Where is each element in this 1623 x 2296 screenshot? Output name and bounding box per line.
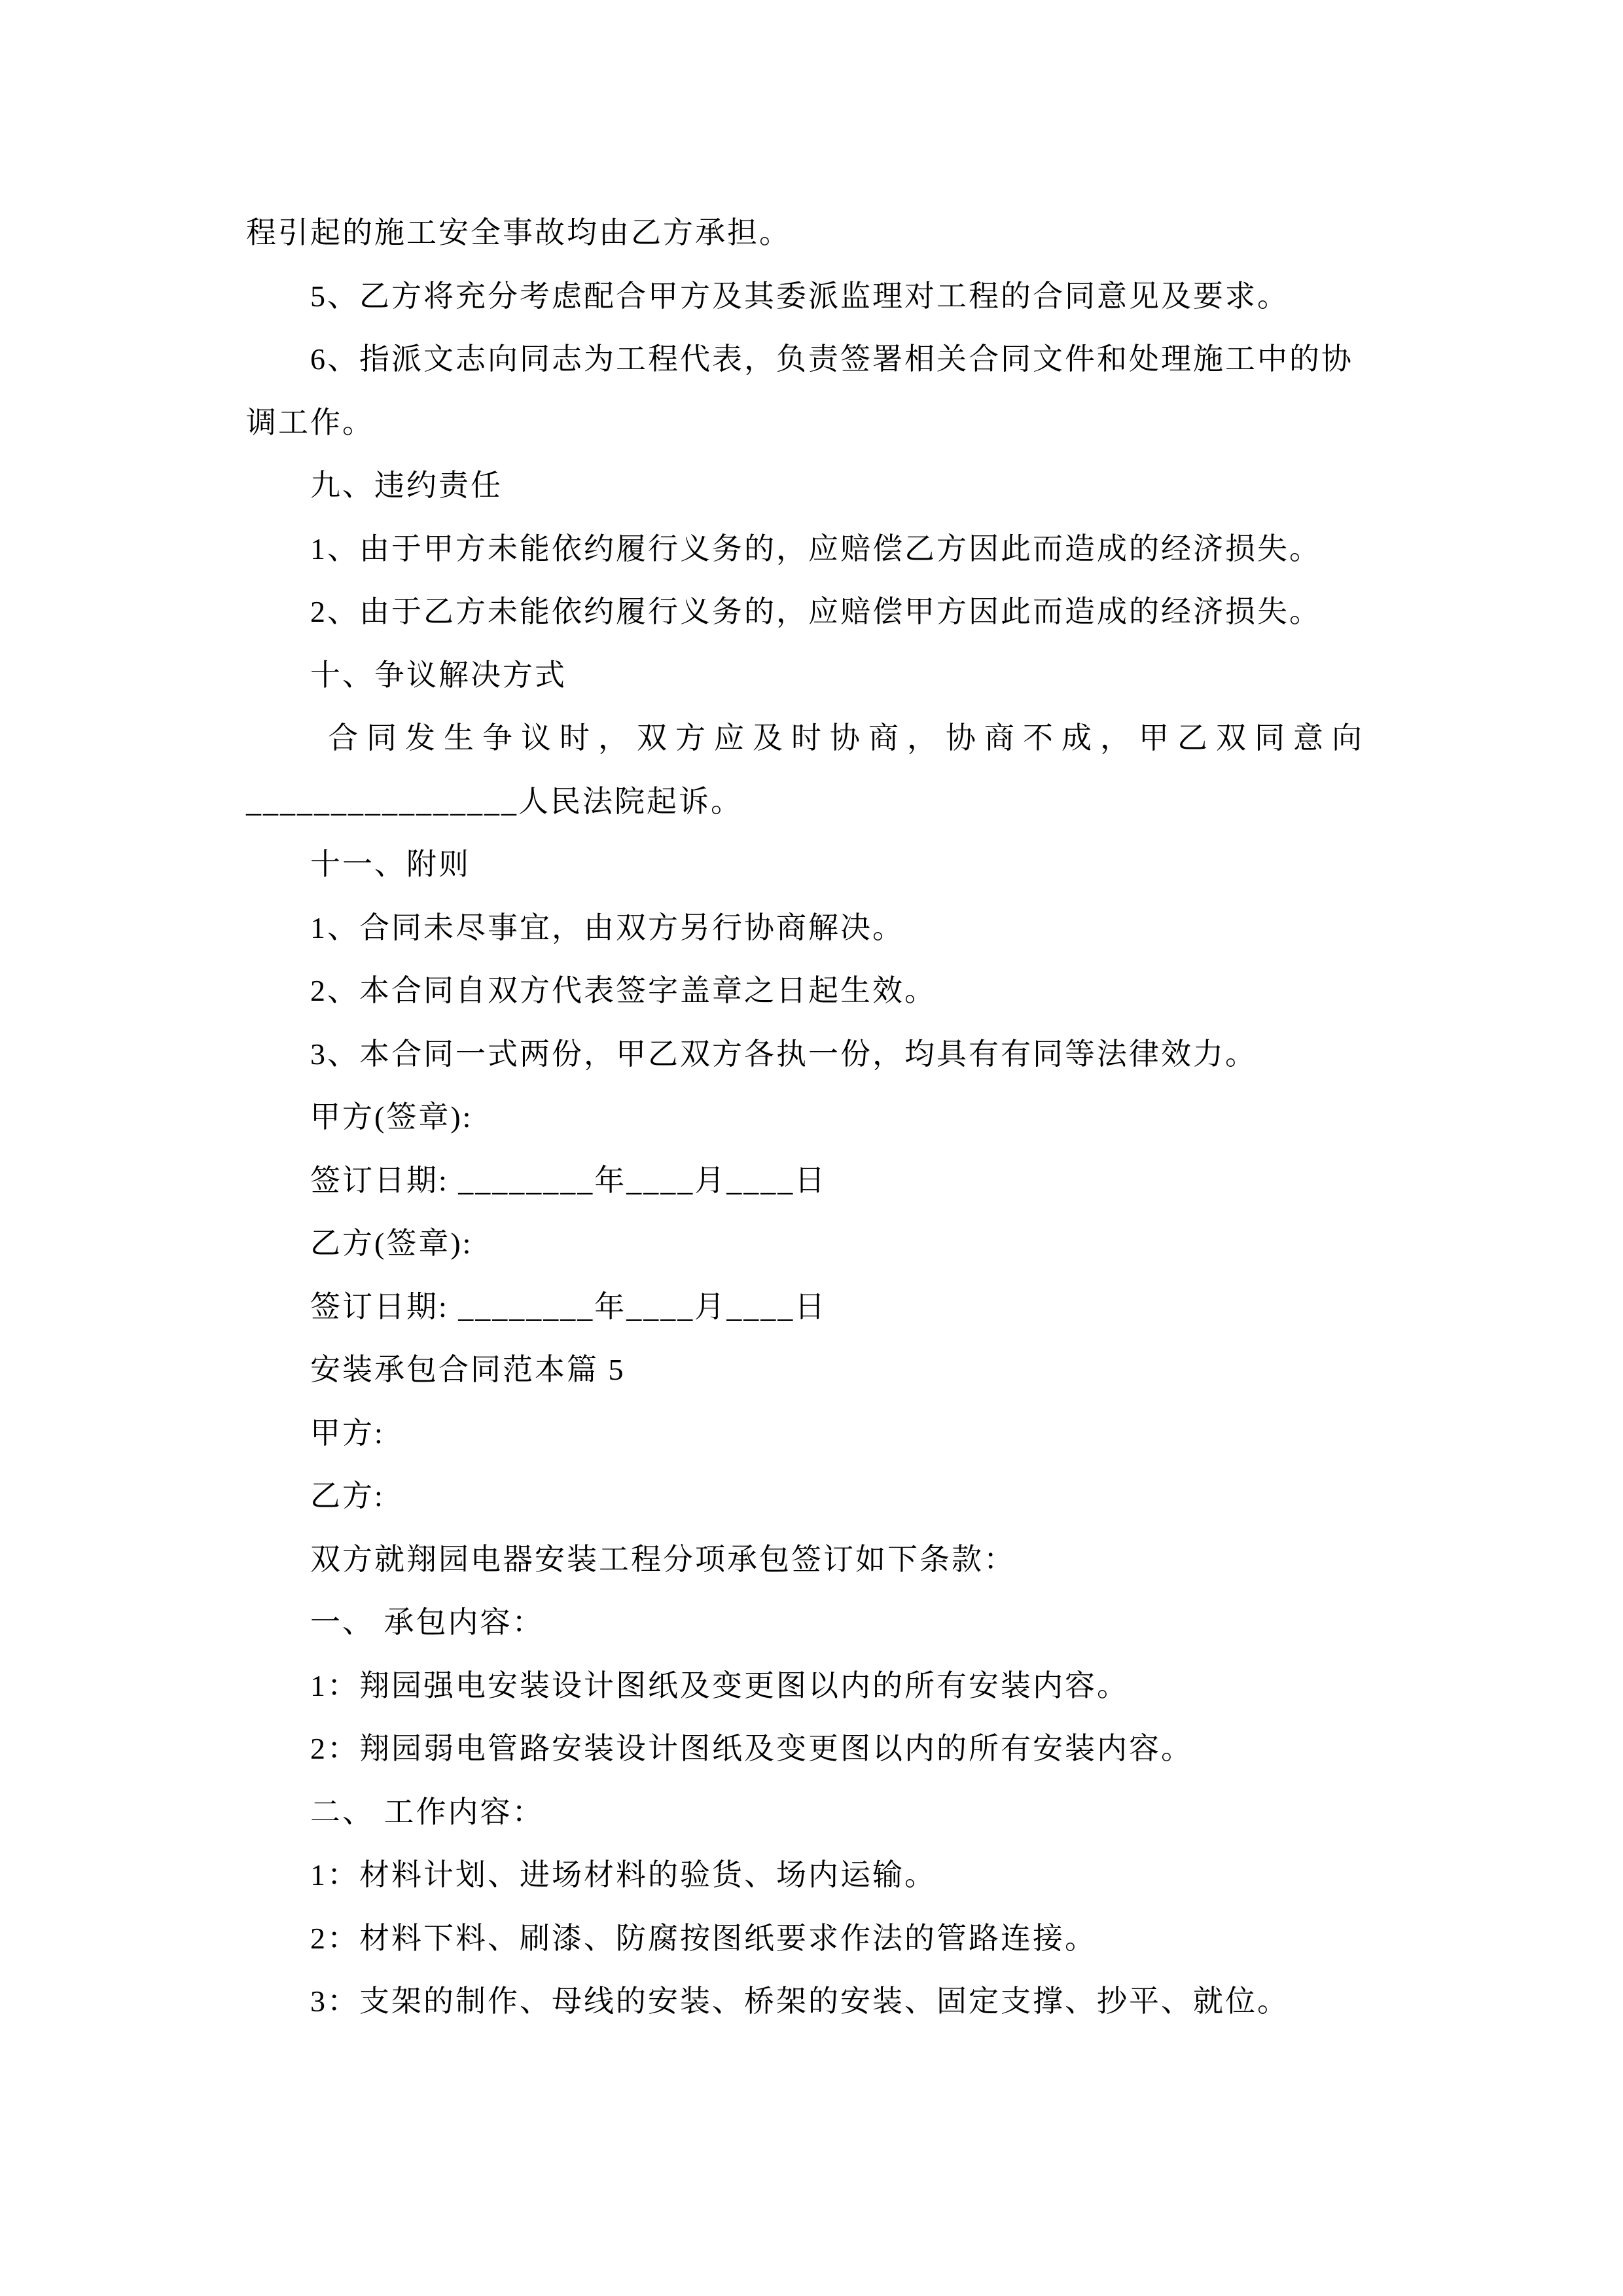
document-body — [246, 202, 1381, 2034]
document-line: 双方就翔园电器安装工程分项承包签订如下条款： — [310, 1542, 1016, 1576]
document-line: 1：翔园强电安装设计图纸及变更图以内的所有安装内容。 — [310, 1668, 1129, 1702]
document-line: 3、本合同一式两份，甲乙双方各执一份，均具有有同等法律效力。 — [310, 1037, 1257, 1071]
document-line: 签订日期: ________年____月____日 — [310, 1289, 827, 1323]
document-line: 1、合同未尽事宜，由双方另行协商解决。 — [310, 910, 904, 944]
document-line: 乙方: — [310, 1479, 385, 1513]
document-line: 程引起的施工安全事故均由乙方承担。 — [246, 216, 791, 249]
document-line: 十一、附则 — [310, 848, 471, 881]
document-line: 甲方: — [310, 1416, 385, 1450]
document-line: 6、指派文志向同志为工程代表，负责签署相关合同文件和处理施工中的协 — [310, 342, 1353, 376]
document-line: 调工作。 — [246, 405, 374, 439]
document-line: 1、由于甲方未能依约履行义务的，应赔偿乙方因此而造成的经济损失。 — [310, 531, 1321, 565]
document-line: 乙方(签章): — [310, 1227, 473, 1260]
document-line: 合同发生争议时，双方应及时协商，协商不成，甲乙双同意向 — [328, 721, 1370, 755]
document-line: 2：翔园弱电管路安装设计图纸及变更图以内的所有安装内容。 — [310, 1732, 1193, 1765]
document-line: 2、本合同自双方代表签字盖章之日起生效。 — [310, 974, 936, 1007]
document-line: 2：材料下料、刷漆、防腐按图纸要求作法的管路连接。 — [310, 1921, 1097, 1955]
document-line: ________________人民法院起诉。 — [246, 784, 743, 818]
document-line: 1：材料计划、进场材料的验货、场内运输。 — [310, 1858, 936, 1892]
document-line: 签订日期: ________年____月____日 — [310, 1163, 827, 1197]
document-line: 十、争议解决方式 — [310, 658, 567, 692]
document-line: 甲方(签章): — [310, 1100, 473, 1134]
document-line: 九、违约责任 — [310, 469, 503, 502]
document-line: 2、由于乙方未能依约履行义务的，应赔偿甲方因此而造成的经济损失。 — [310, 595, 1321, 628]
document-line: 一、 承包内容： — [310, 1605, 544, 1639]
document-line: 安装承包合同范本篇 5 — [310, 1353, 626, 1386]
document-line: 二、 工作内容： — [310, 1795, 544, 1829]
document-line: 5、乙方将充分考虑配合甲方及其委派监理对工程的合同意见及要求。 — [310, 279, 1289, 313]
document-line: 3：支架的制作、母线的安装、桥架的安装、固定支撑、抄平、就位。 — [310, 1984, 1289, 2018]
